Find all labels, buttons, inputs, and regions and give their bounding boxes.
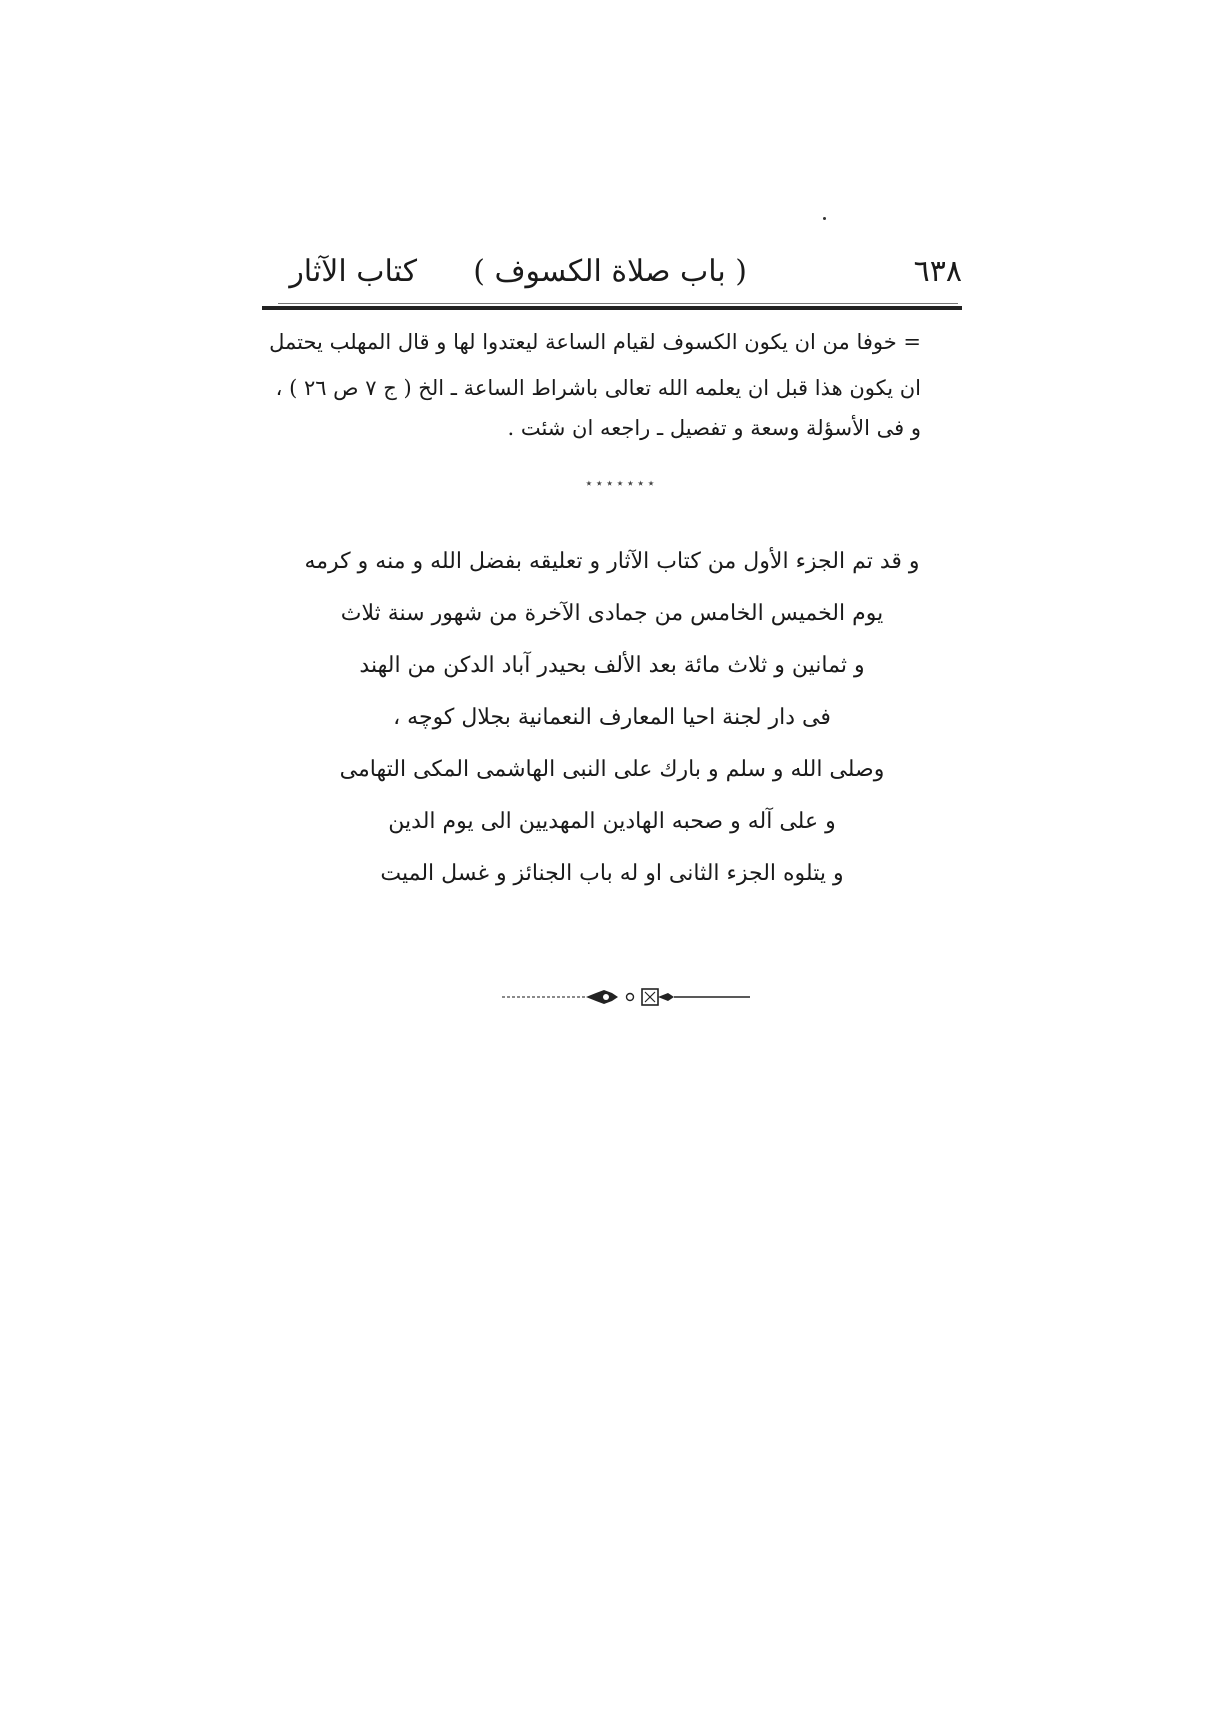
footnote-line: = خوفا من ان يكون الكسوف لقيام الساعة ليعتدوا لها و قال المهلب يحتمل: [269, 330, 921, 354]
page-number: ٦٣٨: [913, 254, 962, 289]
section-separator: ٭ ٭ ٭ ٭ ٭ ٭ ٭: [585, 476, 655, 490]
colophon-line: و يتلوه الجزء الثانى او له باب الجنائز و غسل الميت: [380, 861, 844, 886]
header-rule-thin: [278, 303, 958, 304]
chapter-title: ( باب صلاة الكسوف ): [473, 254, 747, 289]
colophon-line: فى دار لجنة احيا المعارف النعمانية بجلال كوچه ،: [393, 705, 831, 730]
colophon-line: و ثمانين و ثلاث مائة بعد الألف بحيدر آباد الدكن من الهند: [359, 653, 865, 678]
footnote-line: و فى الأسؤلة وسعة و تفصيل ـ راجعه ان شئت .: [507, 416, 921, 440]
running-header: [262, 252, 962, 296]
header-rule: [262, 306, 962, 310]
print-speck: [823, 217, 826, 220]
colophon-line: و على آله و صحبه الهادين المهديين الى يوم الدين: [388, 809, 836, 834]
colophon-line: وصلى الله و سلم و بارك على النبى الهاشمى المكى التهامى: [339, 757, 885, 782]
book-title: كتاب الآثار: [289, 254, 417, 289]
colophon-line: يوم الخميس الخامس من جمادى الآخرة من شهور سنة ثلاث: [340, 601, 884, 626]
colophon-line: و قد تم الجزء الأول من كتاب الآثار و تعليقه بفضل الله و منه و كرمه: [304, 549, 920, 574]
tailpiece-ornament: [498, 984, 754, 1010]
colophon: [262, 536, 962, 900]
footnote-line: ان يكون هذا قبل ان يعلمه الله تعالى باشراط الساعة ـ الخ ( ج ٧ ص ٢٦ ) ،: [275, 376, 921, 400]
